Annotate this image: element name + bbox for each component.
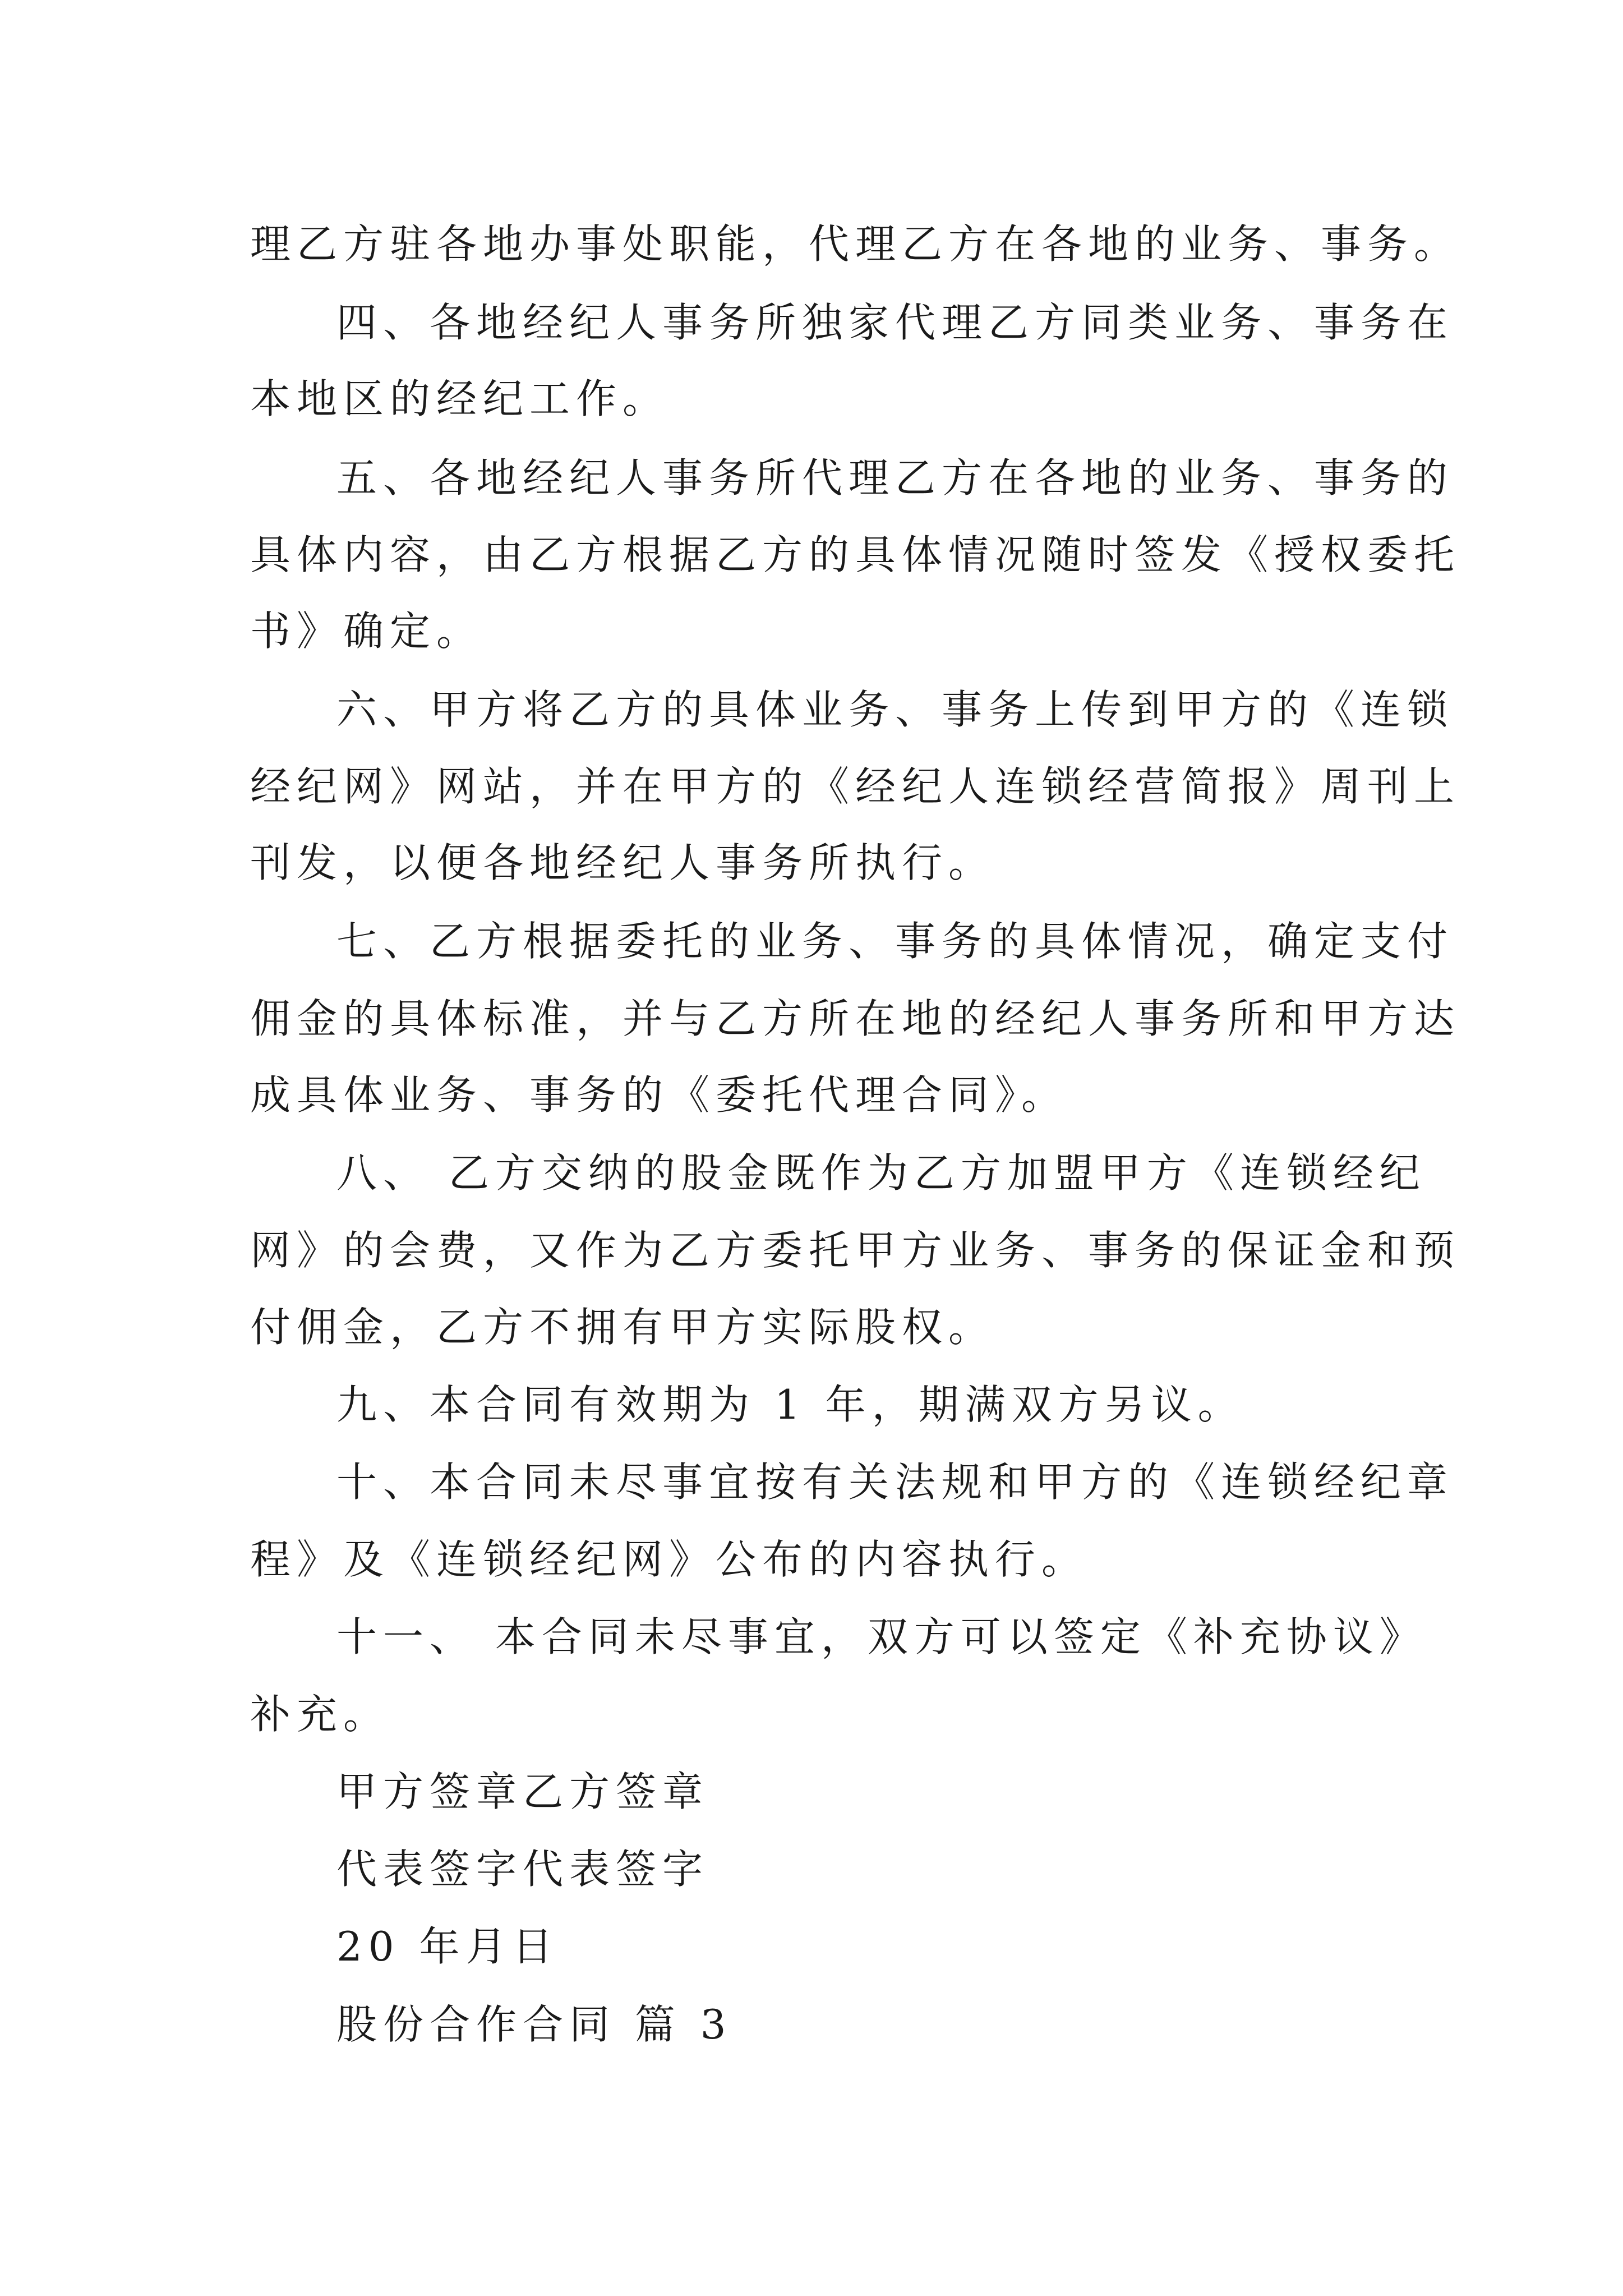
text-line: 十一、 本合同未尽事宜，双方可以签定《补充协议》: [336, 1613, 1426, 1660]
text-line: 八、 乙方交纳的股金既作为乙方加盟甲方《连锁经纪: [336, 1149, 1426, 1197]
text-line: 书》确定。: [250, 608, 483, 655]
text-line: 补充。: [250, 1691, 390, 1738]
text-line: 本地区的经纪工作。: [250, 375, 670, 422]
text-line: 十、本合同未尽事宜按有关法规和甲方的《连锁经纪章: [336, 1458, 1454, 1506]
text-line: 五、各地经纪人事务所代理乙方在各地的业务、事务的: [336, 454, 1454, 501]
text-line: 20 年月日: [336, 1923, 559, 1970]
text-line: 六、甲方将乙方的具体业务、事务上传到甲方的《连锁: [336, 686, 1454, 733]
text-line: 股份合作合同 篇 3: [336, 2001, 732, 2048]
text-line: 甲方签章乙方签章: [336, 1768, 709, 1815]
text-line: 成具体业务、事务的《委托代理合同》。: [250, 1071, 1068, 1119]
text-line: 理乙方驻各地办事处职能，代理乙方在各地的业务、事务。: [250, 220, 1461, 268]
text-line: 佣金的具体标准，并与乙方所在地的经纪人事务所和甲方达: [250, 995, 1461, 1042]
text-line: 经纪网》网站，并在甲方的《经纪人连锁经营简报》周刊上: [250, 763, 1461, 810]
text-line: 具体内容，由乙方根据乙方的具体情况随时签发《授权委托: [250, 531, 1461, 578]
text-line: 刊发，以便各地经纪人事务所执行。: [250, 839, 995, 886]
text-line: 代表签字代表签字: [336, 1846, 709, 1893]
text-line: 程》及《连锁经纪网》公布的内容执行。: [250, 1536, 1089, 1583]
text-line: 七、乙方根据委托的业务、事务的具体情况，确定支付: [336, 918, 1454, 965]
text-line: 九、本合同有效期为 1 年，期满双方另议。: [336, 1381, 1244, 1428]
text-line: 网》的会费，又作为乙方委托甲方业务、事务的保证金和预: [250, 1227, 1461, 1274]
text-line: 付佣金，乙方不拥有甲方实际股权。: [250, 1304, 995, 1351]
text-line: 四、各地经纪人事务所独家代理乙方同类业务、事务在: [336, 299, 1454, 346]
